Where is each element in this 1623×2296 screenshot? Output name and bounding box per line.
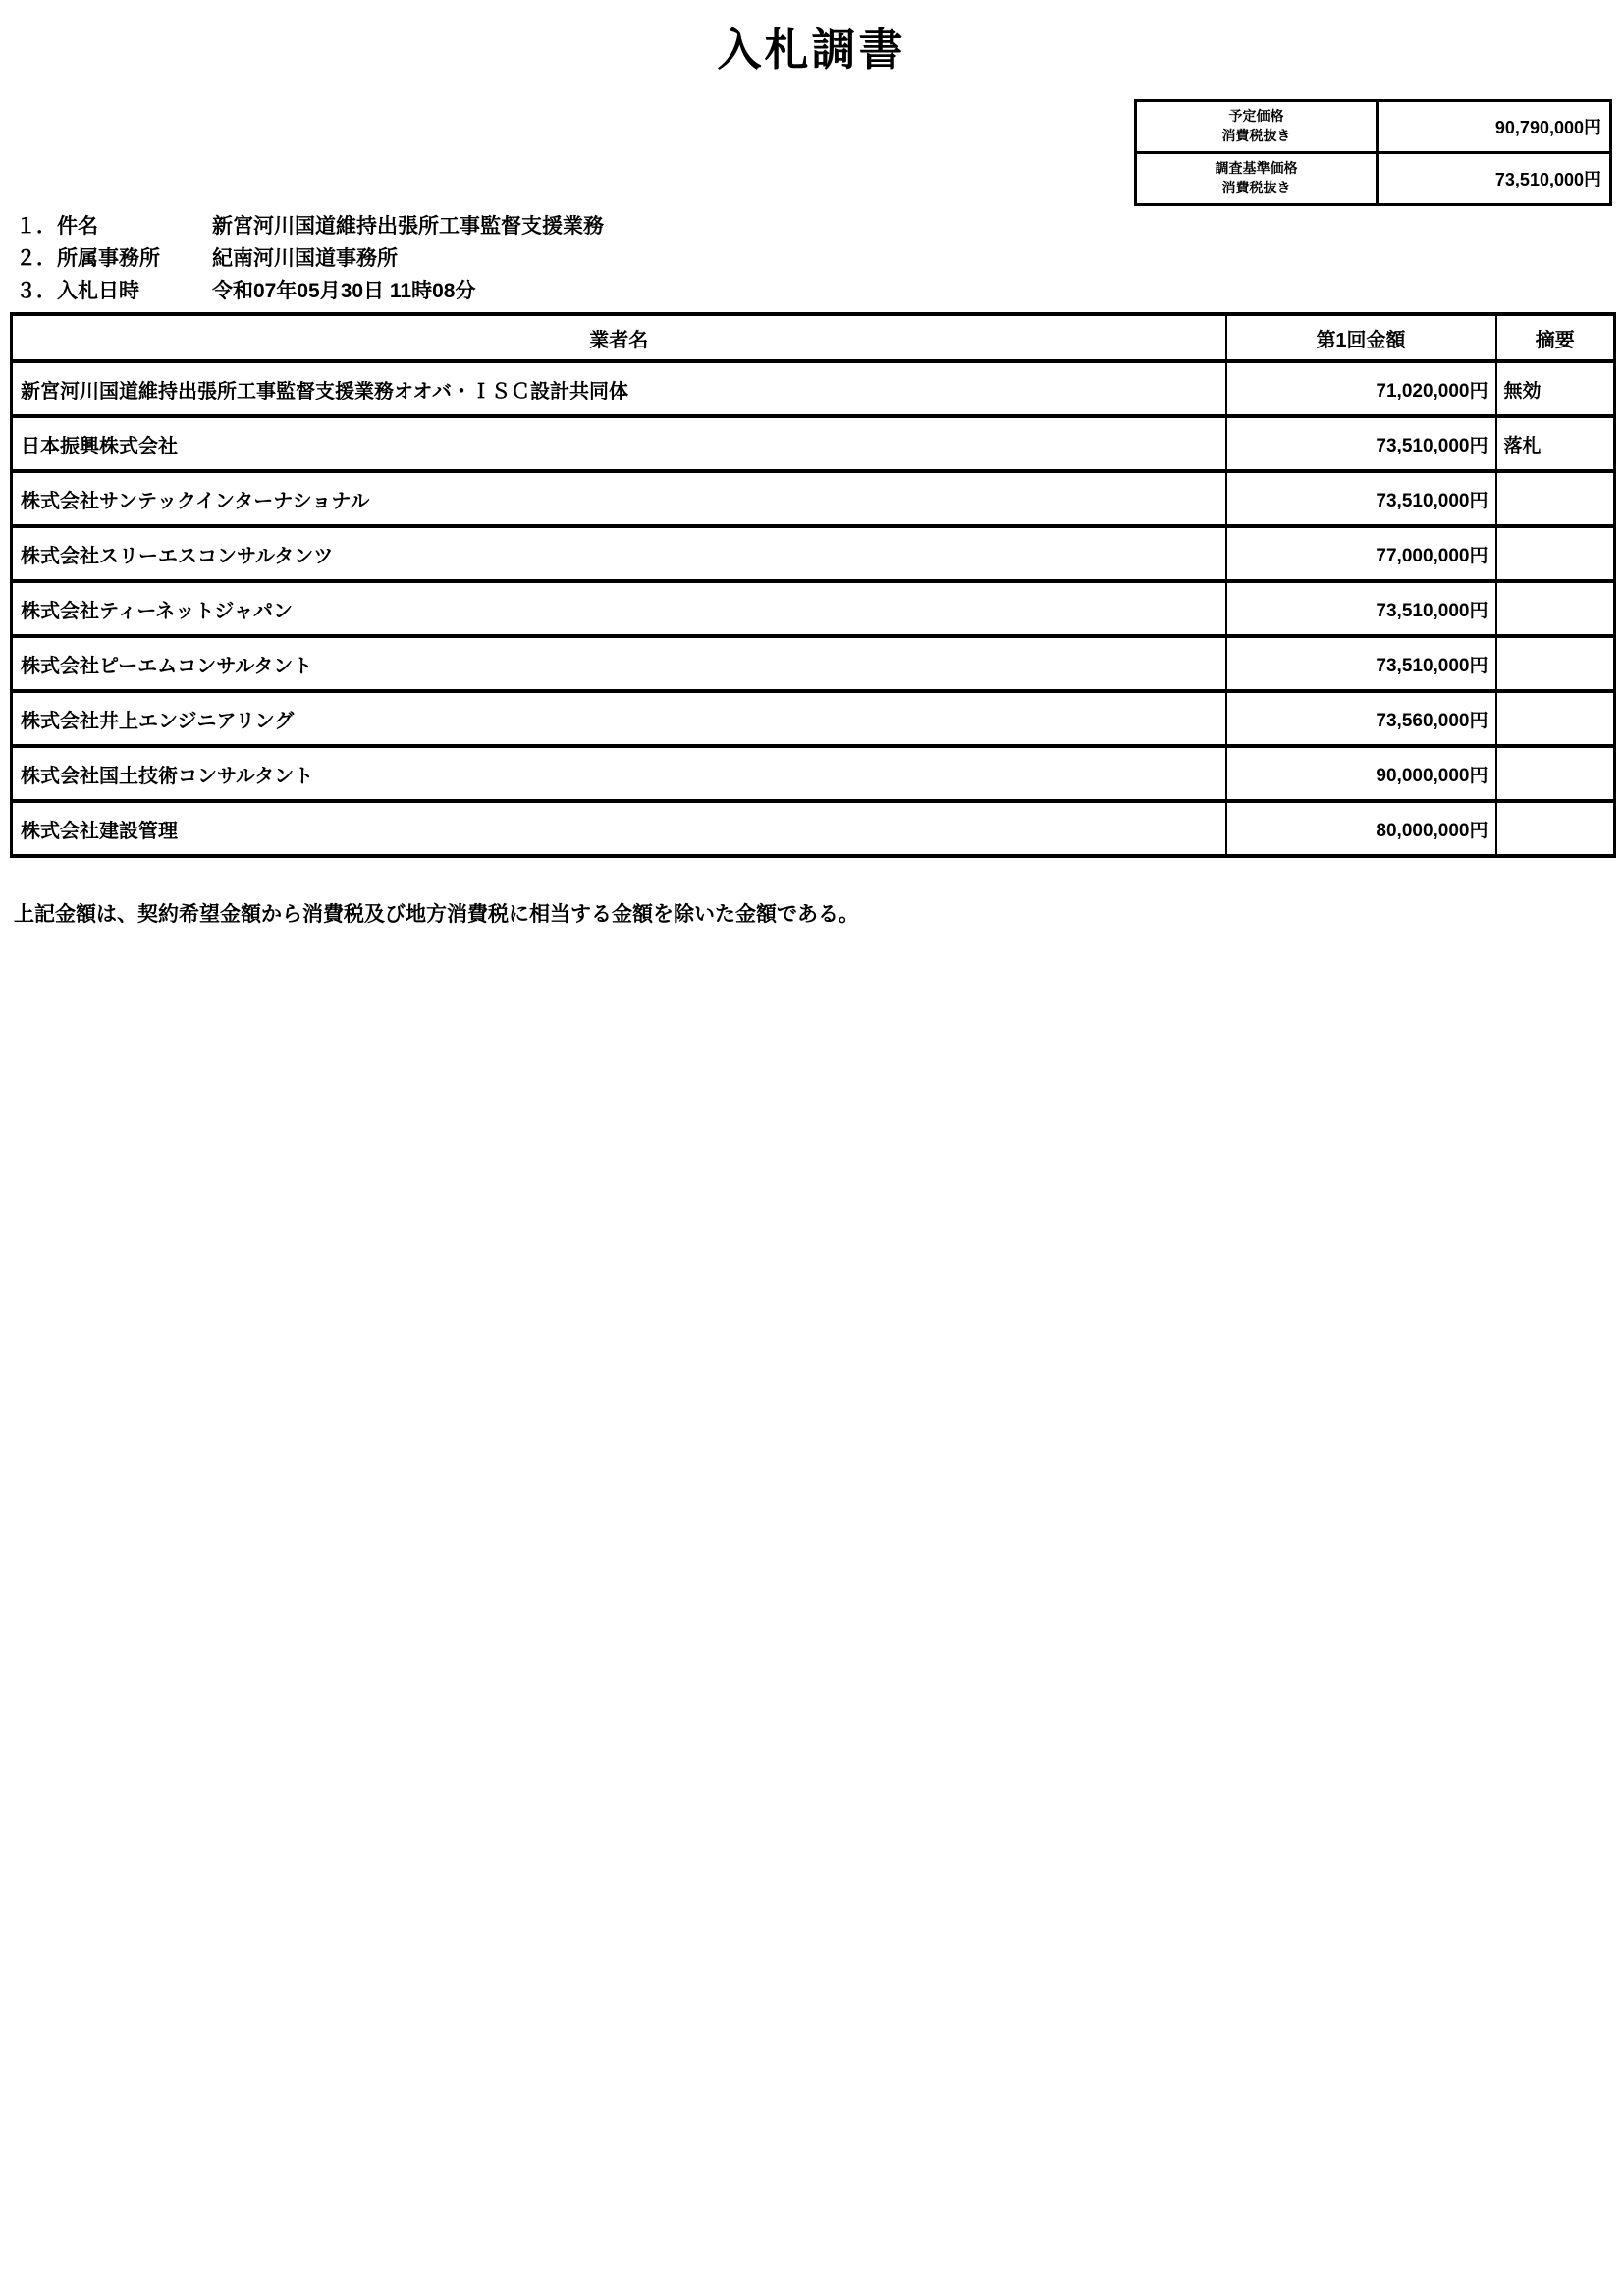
survey-base-price-label-line2: 消費税抜き bbox=[1221, 180, 1291, 195]
bidder-name: 株式会社井上エンジニアリング bbox=[12, 691, 1226, 746]
planned-price-row bbox=[1136, 101, 1611, 153]
meta-label-subject: １．件名 bbox=[16, 214, 98, 238]
bid-results-table bbox=[10, 312, 1616, 858]
bid-remark bbox=[1496, 471, 1615, 526]
column-header-remark: 摘要 bbox=[1496, 314, 1615, 361]
bid-amount: 73,510,000円 bbox=[1226, 471, 1496, 526]
table-row bbox=[12, 581, 1615, 636]
column-header-bidder: 業者名 bbox=[12, 314, 1226, 361]
planned-price-value: 90,790,000円 bbox=[1378, 101, 1611, 153]
bid-amount: 71,020,000円 bbox=[1226, 361, 1496, 416]
planned-price-label-line1: 予定価格 bbox=[1228, 108, 1284, 125]
table-row bbox=[12, 471, 1615, 526]
column-header-amount: 第1回金額 bbox=[1226, 314, 1496, 361]
table-row bbox=[12, 746, 1615, 801]
bidder-name: 日本振興株式会社 bbox=[12, 416, 1226, 471]
meta-item-subject bbox=[16, 208, 604, 240]
bid-amount: 80,000,000円 bbox=[1226, 801, 1496, 856]
bidder-name: 株式会社ピーエムコンサルタント bbox=[12, 636, 1226, 691]
table-row bbox=[12, 526, 1615, 581]
meta-section bbox=[16, 208, 604, 305]
survey-base-price-label-line1: 調査基準価格 bbox=[1215, 160, 1298, 177]
bid-amount: 73,510,000円 bbox=[1226, 636, 1496, 691]
page-title: 入札調書 bbox=[717, 25, 906, 75]
table-header-row bbox=[12, 314, 1615, 361]
footer-note: 上記金額は、契約希望金額から消費税及び地方消費税に相当する金額を除いた金額である。 bbox=[14, 903, 859, 926]
meta-value-office: 紀南河川国道事務所 bbox=[212, 246, 398, 270]
planned-price-label bbox=[1136, 101, 1378, 153]
bid-remark: 落札 bbox=[1496, 416, 1615, 471]
bidder-name: 株式会社国土技術コンサルタント bbox=[12, 746, 1226, 801]
planned-price-label-line2: 消費税抜き bbox=[1221, 128, 1291, 143]
table-row bbox=[12, 801, 1615, 856]
price-summary-table bbox=[1134, 99, 1612, 206]
bid-remark bbox=[1496, 526, 1615, 581]
bid-remark bbox=[1496, 581, 1615, 636]
table-row bbox=[12, 636, 1615, 691]
meta-value-subject: 新宮河川国道維持出張所工事監督支援業務 bbox=[212, 214, 604, 238]
bid-amount: 73,510,000円 bbox=[1226, 581, 1496, 636]
survey-base-price-label bbox=[1136, 153, 1378, 205]
bidder-name: 株式会社サンテックインターナショナル bbox=[12, 471, 1226, 526]
bid-amount: 77,000,000円 bbox=[1226, 526, 1496, 581]
meta-value-datetime: 令和07年05月30日 11時08分 bbox=[212, 279, 476, 302]
bidder-name: 株式会社スリーエスコンサルタンツ bbox=[12, 526, 1226, 581]
table-row bbox=[12, 361, 1615, 416]
bid-remark bbox=[1496, 801, 1615, 856]
survey-base-price-row bbox=[1136, 153, 1611, 205]
meta-item-office bbox=[16, 240, 604, 273]
bid-amount: 90,000,000円 bbox=[1226, 746, 1496, 801]
table-row bbox=[12, 416, 1615, 471]
meta-item-datetime bbox=[16, 273, 604, 305]
bid-remark: 無効 bbox=[1496, 361, 1615, 416]
bid-amount: 73,560,000円 bbox=[1226, 691, 1496, 746]
bid-remark bbox=[1496, 636, 1615, 691]
bid-remark bbox=[1496, 746, 1615, 801]
table-row bbox=[12, 691, 1615, 746]
meta-label-datetime: ３．入札日時 bbox=[16, 279, 139, 302]
survey-base-price-value: 73,510,000円 bbox=[1378, 153, 1611, 205]
bidder-name: 株式会社ティーネットジャパン bbox=[12, 581, 1226, 636]
bid-amount: 73,510,000円 bbox=[1226, 416, 1496, 471]
bidder-name: 株式会社建設管理 bbox=[12, 801, 1226, 856]
bidder-name: 新宮河川国道維持出張所工事監督支援業務オオバ・ＩＳＣ設計共同体 bbox=[12, 361, 1226, 416]
meta-label-office: ２．所属事務所 bbox=[16, 246, 160, 270]
bid-remark bbox=[1496, 691, 1615, 746]
